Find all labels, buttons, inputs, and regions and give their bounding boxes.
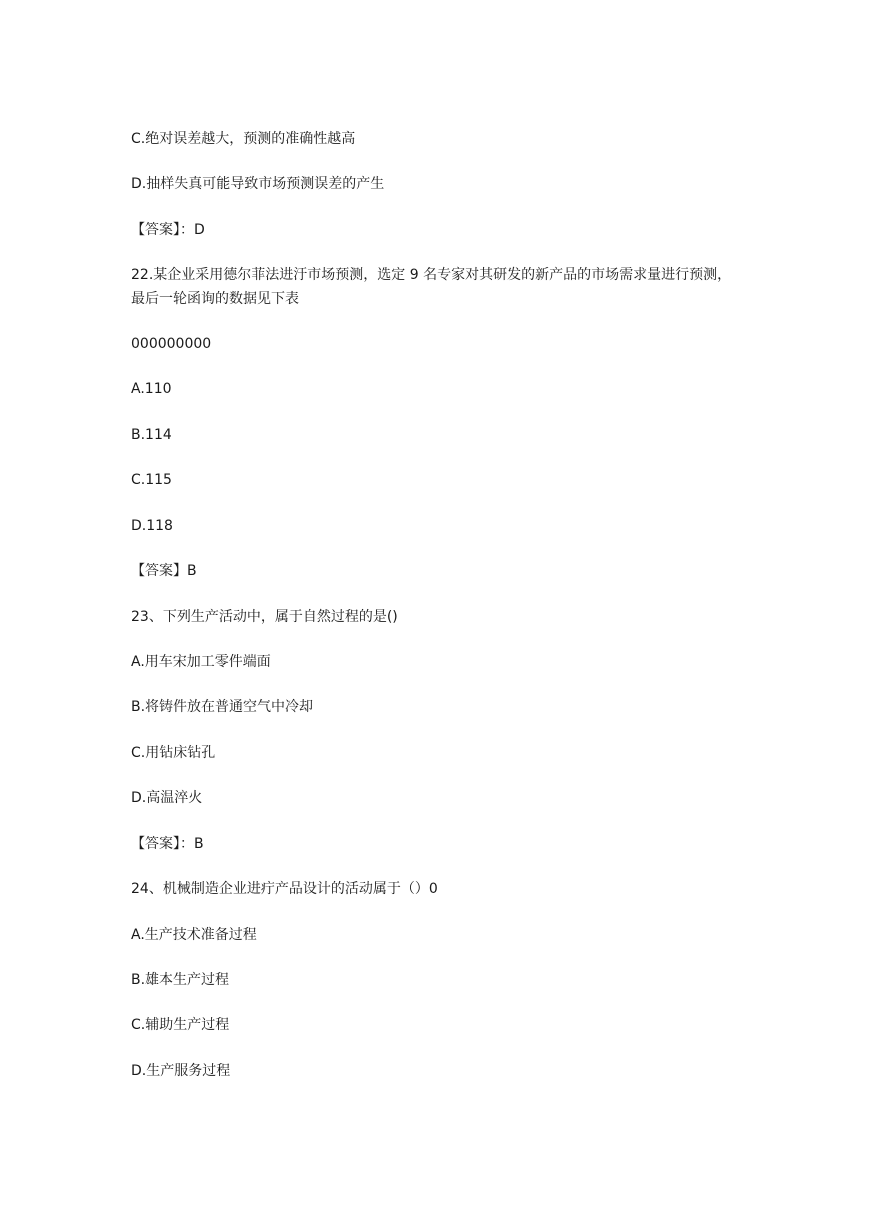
question-22: 22.某企业采用德尔菲法进汙市场预测，选定 9 名专家对其研发的新产品的市场需求量进行预测，最后一轮函询的数据见下表 [131,267,732,307]
option-b-q23: B.将铸件放在普通空气中冷却 [131,699,314,715]
question-24: 24、机械制造企业进疔产品设计的活动属于（）0 [131,881,438,897]
option-d-q24: D.生产服务过程 [131,1063,231,1079]
answer-q22: 【答案】B [131,563,197,579]
table-placeholder-q22: 000000000 [131,336,212,352]
answer-q21: 【答案】：D [131,222,205,238]
option-a-q23: A.用车宋加工零件端面 [131,654,271,670]
option-a-q24: A.生产技术准备过程 [131,927,257,943]
option-c-q21: C.绝对误差越大，预测的准确性越高 [131,131,356,147]
option-d-q23: D.高温淬火 [131,790,203,806]
option-d-q21: D.抽样失真可能导致市场预测误差的产生 [131,176,385,192]
option-a-q22: A.110 [131,381,172,397]
question-23: 23、下列生产活动中，属于自然过程的是() [131,609,398,625]
option-c-q22: C.115 [131,472,172,488]
option-c-q23: C.用钻床钻孔 [131,745,216,761]
option-b-q22: B.114 [131,427,172,443]
answer-q23: 【答案】：B [131,836,204,852]
option-b-q24: B.雄本生产过程 [131,972,230,988]
option-c-q24: C.辅助生产过程 [131,1017,230,1033]
option-d-q22: D.118 [131,518,173,534]
